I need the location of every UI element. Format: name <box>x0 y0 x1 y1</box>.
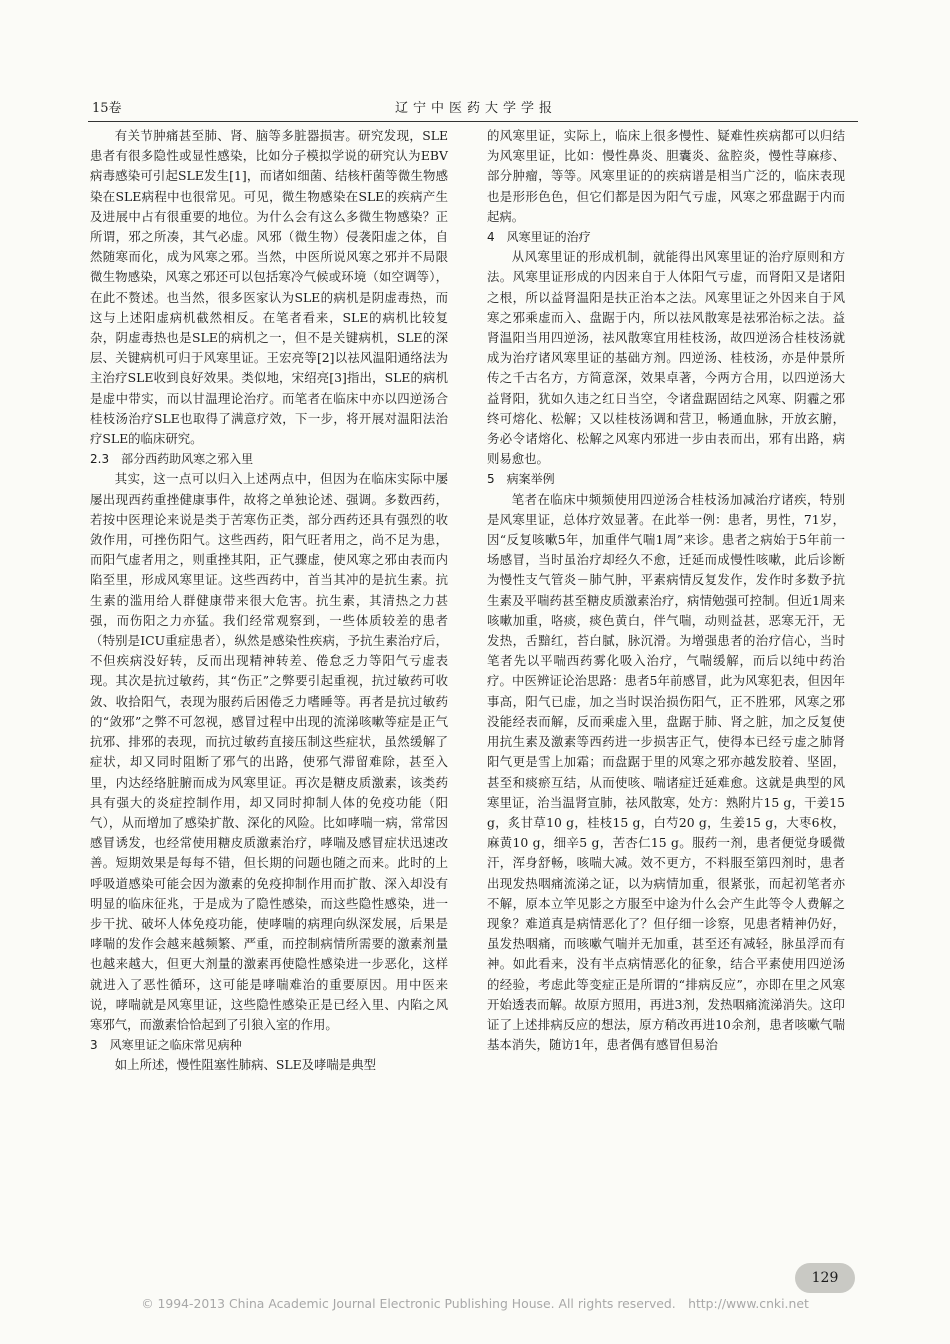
paragraph-western-drugs: 其实，这一点可以归入上述两点中，但因为在临床实际中屡屡出现西药重挫健康事件，故将之单独论述、强调。多数西药，若按中医理论来说是类于苦寒伤正类，部分西药还具有强烈的收敛作用，可挫伤阳气。这些西药，阳气旺者用之，尚不足为患，而阳气虚者用之，则重挫其阳，正气骤虚，使风寒之邪由表而内陷至里，形成风寒里证。这些西药中，首当其冲的是抗生素。抗生素的滥用给人群健康带来很大危害。抗生素，其清热之力甚强，而伤阳之力亦猛。我们经常观察到，一些体质较差的患者（特别是ICU重症患者），纵然是感染性疾病，予抗生素治疗后，不但疾病没好转，反而出现精神转差、倦怠乏力等阳气亏虚表现。其次是抗过敏药，其“伤正”之弊要引起重视，抗过敏药可收敛、收拾阳气，表现为服药后困倦乏力嗜睡等。再者是抗过敏药的“敛邪”之弊不可忽视，感冒过程中出现的流涕咳嗽等症是正气抗邪、排邪的表现，而抗过敏药直接压制这些症状，虽然缓解了症状，却又同时阻断了邪气的出路，使邪气滞留难除，甚至入里，内达经络脏腑而成为风寒里证。再次是糖皮质激素，该类药具有强大的炎症控制作用，却又同时抑制人体的免疫功能（阳气），从而增加了感染扩散、深化的风险。比如哮喘一病，常常因感冒诱发，也经常使用糖皮质激素治疗，哮喘及感冒症状迅速改善。短期效果是每每不错，但长期的问题也随之而来。此时的上呼吸道感染可能会因为激素的免疫抑制作用而扩散、深入却没有明显的临床征兆，于是成为了隐性感染，而这些隐性感染，进一步干扰、破坏人体免疫功能，使哮喘的病理向纵深发展，后果是哮喘的发作会越来越频繁、严重，而控制病情所需要的激素剂量也越来越大，但更大剂量的激素再使隐性感染进一步恶化，这样就进入了恶性循环，这可能是哮喘难治的重要原因。用中医来说，哮喘就是风寒里证，这些隐性感染正是已经入里、内陷之风寒邪气，而激素恰恰起到了引狼入室的作用。 <box>90 471 448 1032</box>
left-column <box>90 126 448 1076</box>
subheading-4: 4 风寒里证的治疗 <box>487 230 591 245</box>
running-head-journal: 辽宁中医药大学学报 <box>395 101 558 116</box>
subheading-2-3: 2.3 部分西药助风寒之邪入里 <box>90 452 254 467</box>
subheading-5: 5 病案举例 <box>487 472 555 487</box>
paragraph-common-diseases-start: 如上所述，慢性阻塞性肺病、SLE及哮喘是典型 <box>114 1057 376 1073</box>
paragraph-sle-infection: 有关节肿痛甚至肺、肾、脑等多脏器损害。研究发现，SLE患者有很多隐性或显性感染，比如分子模拟学说的研究认为EBV病毒感染可引起SLE发生[1]，而诸如细菌、结核杆菌等微生物感染在SLE病程中也很常见。可见，微生物感染在SLE的疾病产生及进展中占有很重要的地位。为什么会有这么多微生物感染？正所谓，邪之所凑，其气必虚。风邪（微生物）侵袭阳虚之体，自然随寒而化，成为风寒之邪。当然，中医所说风寒之邪并不局限微生物感染，风寒之邪还可以包括寒冷气候或环境（如空调等），在此不赘述。也当然，很多医家认为SLE的病机是阴虚毒热，而这与上述阳虚病机截然相反。在笔者看来，SLE的病机比较复杂，阴虚毒热也是SLE的病机之一，但不是关键病机，SLE的深层、关键病机可归于风寒里证。王宏亮等[2]以祛风温阳通络法为主治疗SLE收到良好效果。类似地，宋绍亮[3]指出，SLE的病机是虚中带实，而以甘温理论治疗。而笔者在临床中亦以四逆汤合桂枝汤治疗SLE也取得了满意疗效，下一步，将开展对温阳法治疗SLE的临床研究。 <box>90 128 448 447</box>
right-column <box>487 126 845 1055</box>
paragraph-case-report: 笔者在临床中频频使用四逆汤合桂枝汤加减治疗诸疾，特别是风寒里证，总体疗效显著。在此举一例：患者，男性，71岁，因“反复咳嗽5年，加重伴气喘1周”来诊。患者之病始于5年前一场感冒，当时虽治疗却经久不愈，迁延而成慢性咳嗽，此后诊断为慢性支气管炎－肺气肿，平素病情反复发作，发作时多数予抗生素及平喘药甚至糖皮质激素治疗，病情勉强可控制。但近1周来咳嗽加重，咯痰，痰色黄白，伴气喘，动则益甚，恶寒无汗，无发热，舌黯红，苔白腻，脉沉滑。为增强患者的治疗信心，当时笔者先以平喘西药雾化吸入治疗，气喘缓解，而后以纯中药治疗。中医辨证论治思路：患者5年前感冒，此为风寒犯表，但因年事高，阳气已虚，加之当时误治损伤阳气，正不胜邪，风寒之邪没能经表而解，反而乘虚入里，盘踞于肺、肾之脏，加之反复使用抗生素及激素等西药进一步损害正气，使得本已经亏虚之肺肾阳气更是雪上加霜；而盘踞于里的风寒之邪亦越发胶着、坚固，甚至和痰瘀互结，从而使咳、喘诸症迁延难愈。这就是典型的风寒里证，治当温肾宣肺，祛风散寒，处方：熟附片15 g，干姜15 g，炙甘草10 g，桂枝15 g，白芍20 g，生姜15 g，大枣6枚，麻黄10 g，细辛5 g，苦杏仁15 g。服药一剂，患者便觉身暖微汗，浑身舒畅，咳喘大减。效不更方，不料服至第四剂时，患者出现发热咽痛流涕之证，以为病情加重，很紧张，而起初笔者亦不解，原本立竿见影之方服至中途为什么会产生此等令人费解之现象？难道真是病情恶化了？但仔细一诊察，见患者精神仍好，虽发热咽痛，而咳嗽气喘并无加重，甚至还有减轻，脉虽浮而有神。如此看来，没有半点病情恶化的征象，结合平素使用四逆汤的经验，考虑此等变症正是所谓的“排病反应”，亦即在里之风寒开始透表而解。故原方照用，再进3剂，发热咽痛流涕消失。这印证了上述排病反应的想法，原方稍改再进10余剂，患者咳嗽气喘基本消失，随访1年，患者偶有感冒但易治 <box>487 491 845 1053</box>
paragraph-common-diseases-cont: 的风寒里证，实际上，临床上很多慢性、疑难性疾病都可以归结为风寒里证，比如：慢性鼻炎、胆囊炎、盆腔炎，慢性荨麻疹、部分肿瘤，等等。风寒里证的的疾病谱是相当广泛的，临床表现也是形形色色，但它们都是因为阳气亏虚，风寒之邪盘踞于内而起病。 <box>487 128 845 224</box>
running-head-volume: 15卷 <box>92 101 122 116</box>
subheading-3: 3 风寒里证之临床常见病种 <box>90 1038 242 1053</box>
copyright-footer: © 1994-2013 China Academic Journal Electronic Publishing House. All rights reserved. http://www.cnki.net <box>141 1296 809 1311</box>
page-number-badge: 129 <box>795 1263 855 1293</box>
header-rule <box>88 121 858 122</box>
paragraph-treatment: 从风寒里证的形成机制，就能得出风寒里证的治疗原则和方法。风寒里证形成的内因来自于人体阳气亏虚，而肾阳又是诸阳之根，所以益肾温阳是扶正治本之法。风寒里证之外因来自于风寒之邪乘虚而入、盘踞于内，所以祛风散寒是祛邪治标之法。益肾温阳当用四逆汤，祛风散寒宜用桂枝汤，故四逆汤合桂枝汤就成为治疗诸风寒里证的基础方剂。四逆汤、桂枝汤，亦是仲景所传之千古名方，方简意深，效果卓著，今两方合用，以四逆汤大益肾阳，犹如久违之红日当空，令诸盘踞固结之风寒、阴霾之邪终可熔化、松解；又以桂枝汤调和营卫，畅通血脉，开放玄腑，务必令诸熔化、松解之风寒内邪进一步由表而出，邪有出路，病则易愈也。 <box>487 249 845 467</box>
